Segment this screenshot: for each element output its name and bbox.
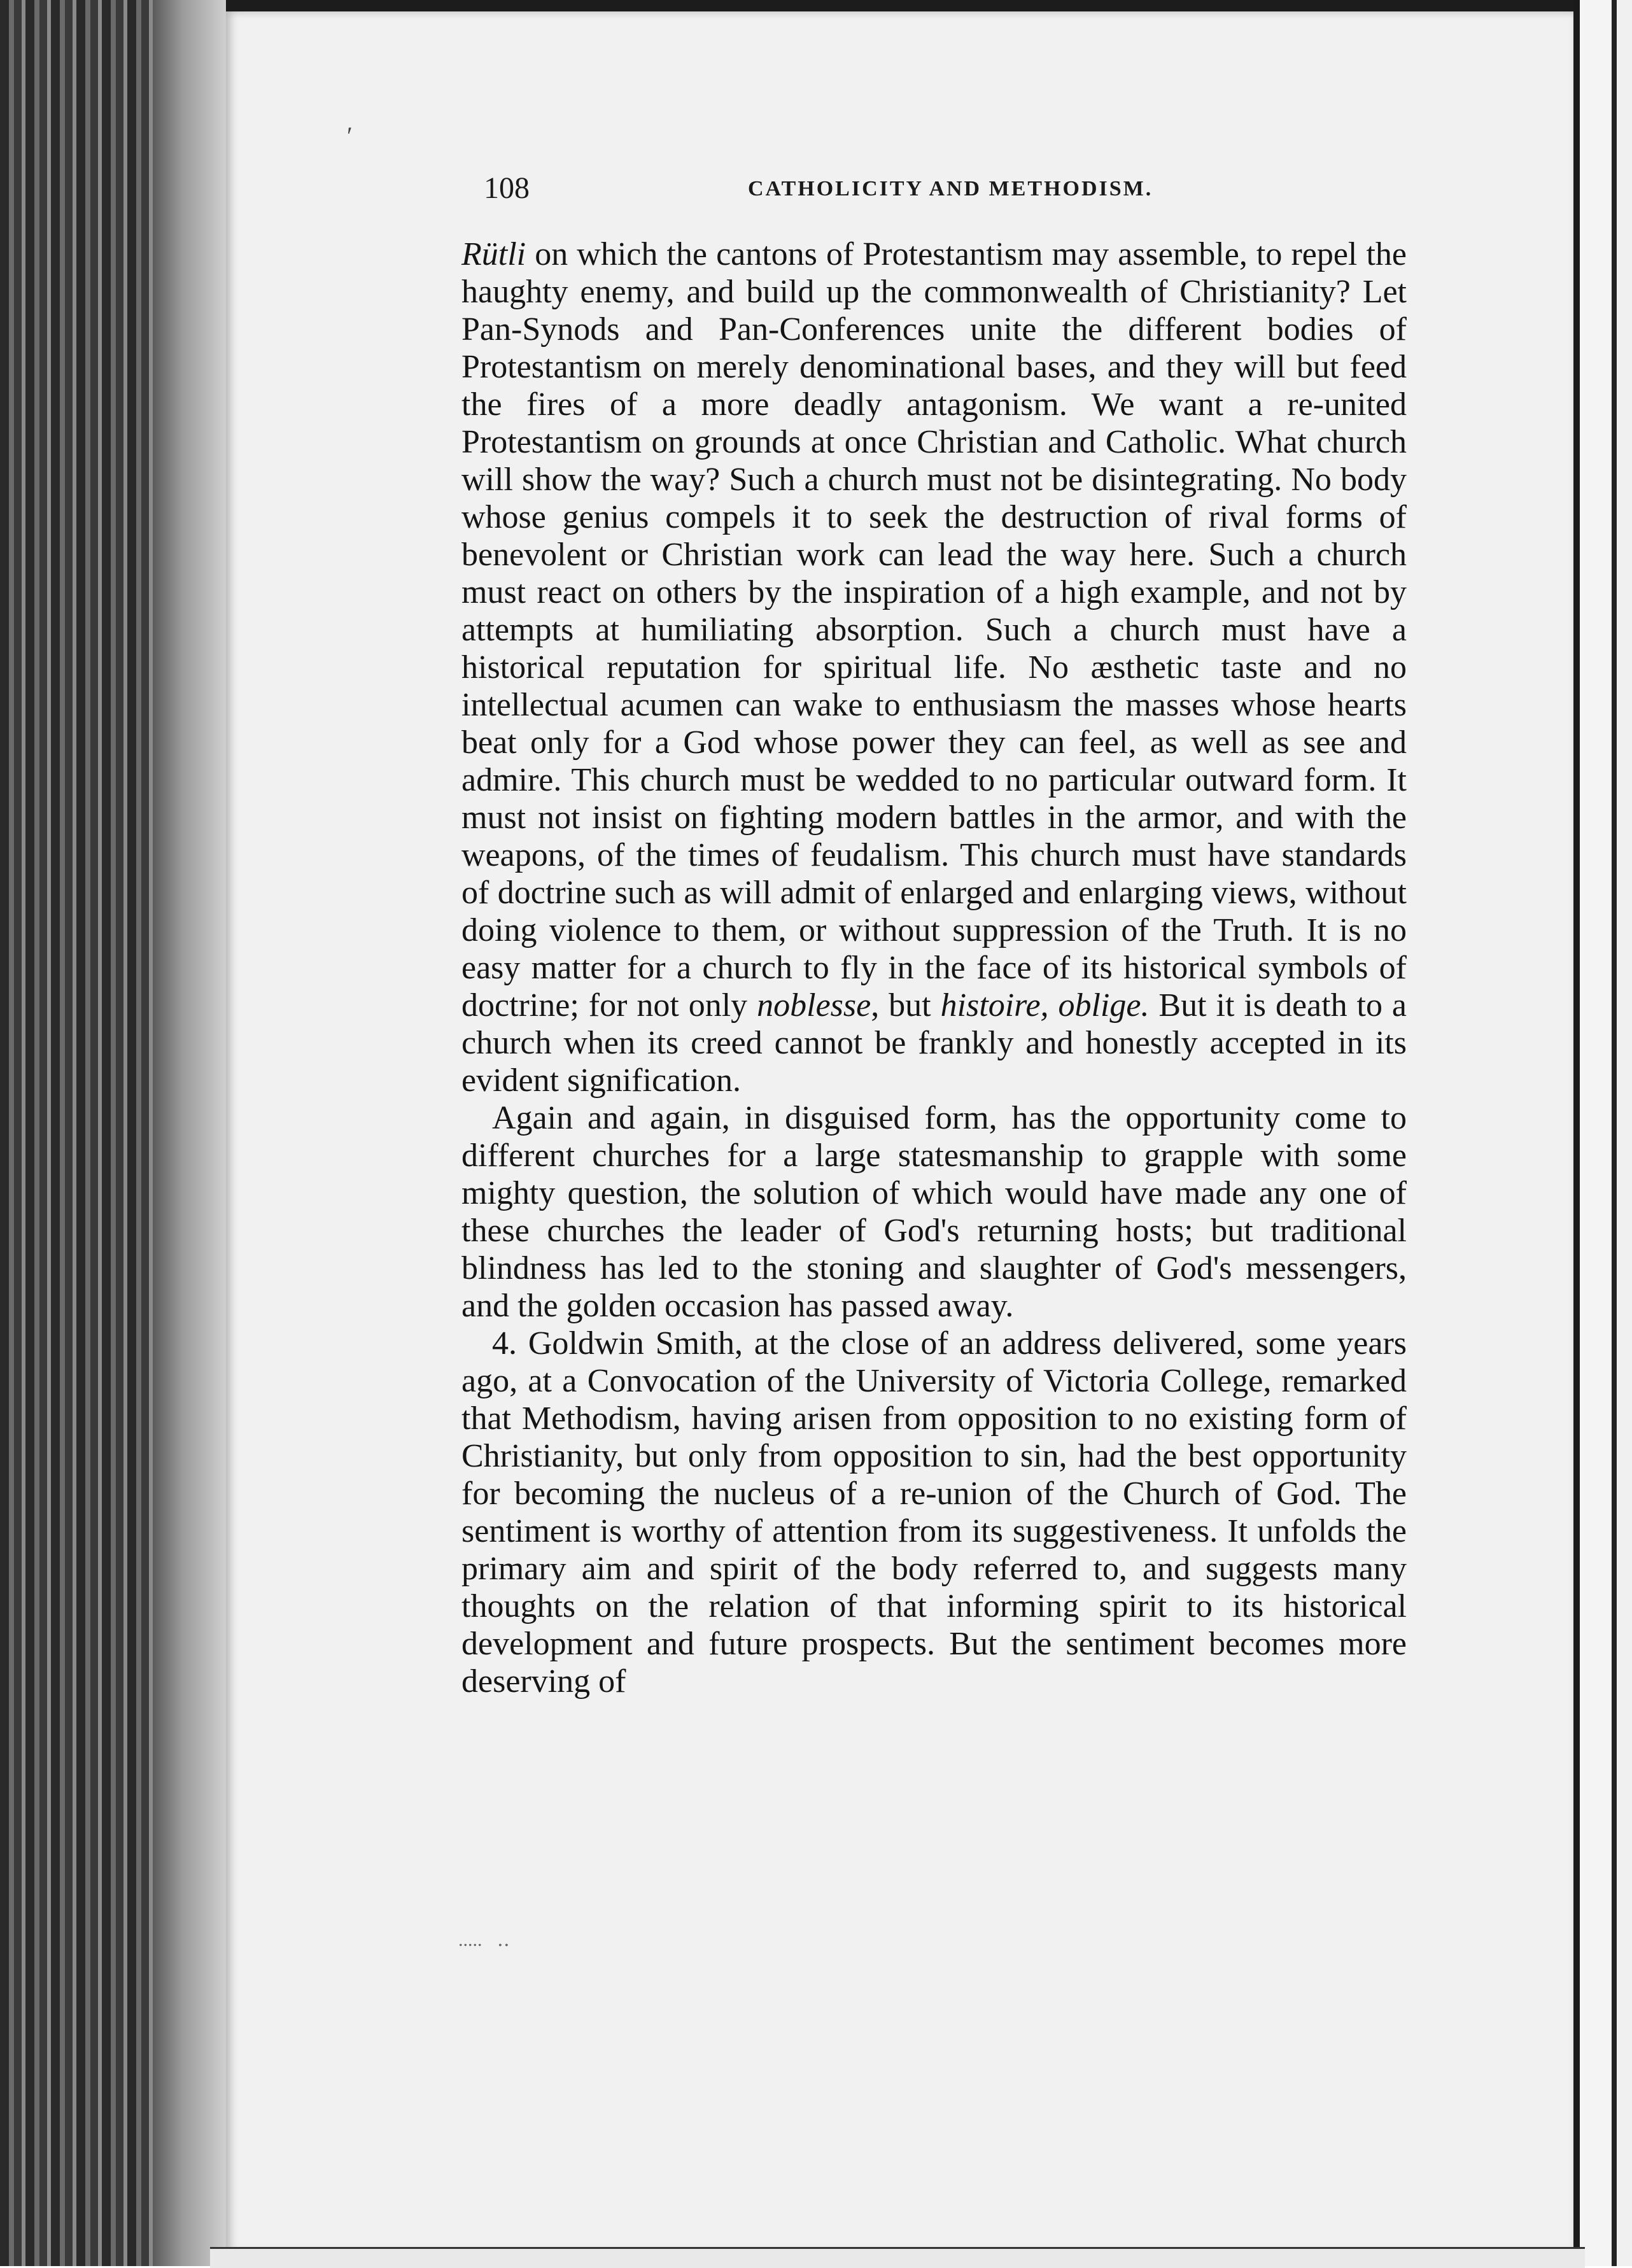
italic-histoire-oblige: histoire, oblige. xyxy=(940,987,1150,1024)
body-text xyxy=(461,236,1407,1700)
page-gutter-shadow xyxy=(153,0,226,2266)
italic-noblesse: noblesse xyxy=(757,987,871,1024)
scan-top-edge xyxy=(0,0,1632,11)
paragraph-3: 4. Goldwin Smith, at the close of an address delivered, some years ago, at a Convocation of the University of Victoria College, remarked that Methodism, having arisen from opposition to no existing form of Christianity, but only from opposition to sin, had the best opportunity for becoming the nucleus of a re-union of the Church of God. The sentiment is worthy of attention from its suggestiveness. It unfolds the primary aim and spirit of the body referred to, and suggests many thoughts on the relation of that informing spirit to its historical development and future prospects. But the sentiment becomes more deserving of xyxy=(461,1325,1407,1700)
paragraph-1-text-b: , but xyxy=(871,987,941,1024)
scan-right-edge xyxy=(1573,0,1632,2266)
scan-bottom-edge xyxy=(210,2247,1585,2268)
running-title: CATHOLICITY AND METHODISM. xyxy=(748,177,1153,201)
book-binding-edge xyxy=(0,0,226,2266)
paragraph-2: Again and again, in disguised form, has the opportunity come to different churches for a large statesmanship to grapple with some mighty question, the solution of which would have made any one of these churches the leader of God's returning hosts; but traditional blindness has led to the stoning and slaughter of God's messengers, and the golden occasion has passed away. xyxy=(461,1100,1407,1324)
paragraph-1-text-c: But it is death to a church when its creed cannot be frankly and honestly accepted in its evident signification. xyxy=(461,987,1407,1099)
italic-rutli: Rütli xyxy=(461,236,526,272)
paragraph-1 xyxy=(461,236,1407,1099)
ink-smudge-mark: .....ﾞ‥ xyxy=(458,1929,510,1950)
scan-speck-mark: ′ xyxy=(347,122,353,150)
page-number: 108 xyxy=(484,171,530,205)
paragraph-1-text-a: on which the cantons of Protestantism may assemble, to repel the haughty enemy, and build up the commonwealth of Christianity? Let Pan-Synods and Pan-Conferences unite the different bodies of Protestantism on merely denominational bases, and they will but feed the fires of a more deadly antagonism. We want a re-united Protestantism on grounds at once Christian and Catholic. What church will show the way? Such a church must not be disintegrating. No body whose genius compels it to seek the destruction of rival forms of benevolent or Christian work can lead the way here. Such a church must react on others by the inspiration of a high example, and not by attempts at humiliating absorption. Such a church must have a historical reputation for spiritual life. No æsthetic taste and no intellectual acumen can wake to enthusiasm the masses whose hearts beat only for a God whose power they can feel, as well as see and admire. This church must be wedded to no particular outward form. It must not insist on fighting modern battles in the armor, and with the weapons, of the times of feudalism. This church must have standards of doctrine such as will admit of enlarged and enlarging views, without doing violence to them, or without suppression of the Truth. It is no easy matter for a church to fly in the face of its historical symbols of doctrine; for not only xyxy=(461,236,1407,1024)
page-header xyxy=(484,171,1388,209)
